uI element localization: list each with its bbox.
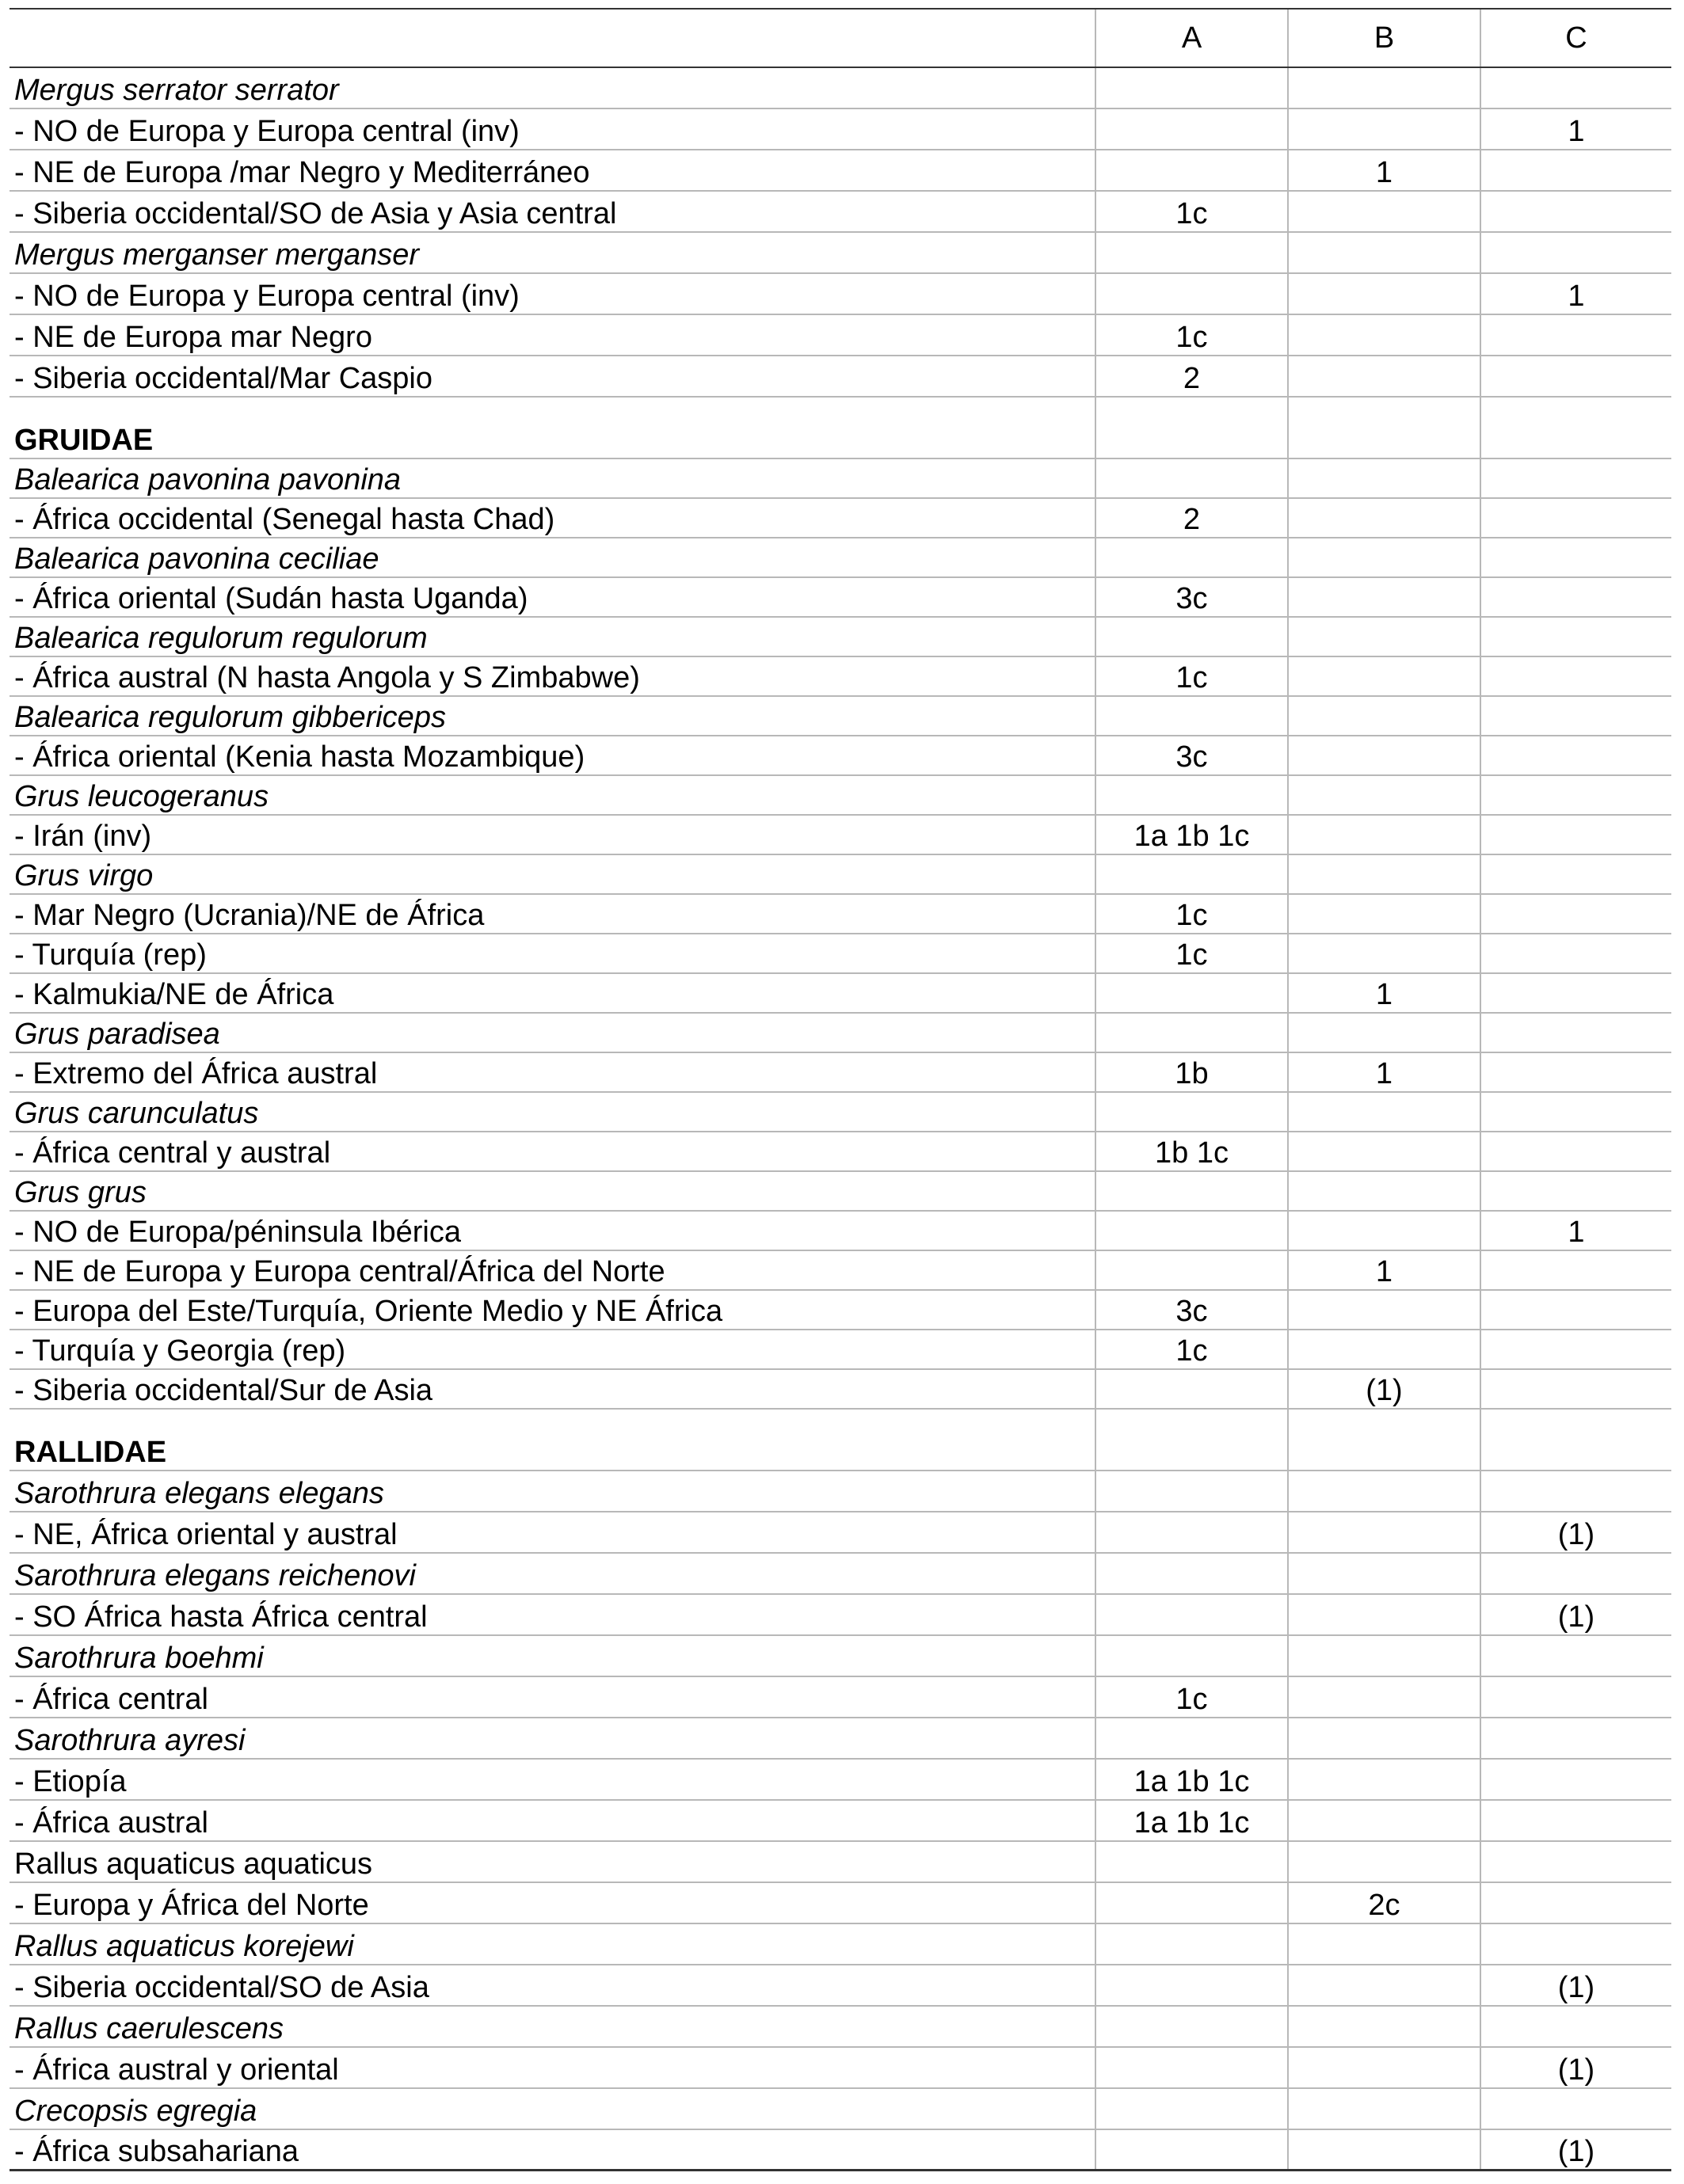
cell-c xyxy=(1480,233,1671,272)
cell-c xyxy=(1480,2007,1671,2046)
row-label: - África austral y oriental xyxy=(14,2053,339,2087)
row-label: - África central y austral xyxy=(14,1136,331,1170)
family-heading-row xyxy=(10,1410,1671,1471)
row-label: - NO de Europa y Europa central (inv) xyxy=(14,280,520,313)
cell-a xyxy=(1095,1014,1287,1052)
row-label: Rallus aquaticus korejewi xyxy=(14,1930,354,1963)
species-row xyxy=(10,1718,1671,1760)
cell-b xyxy=(1287,1965,1480,2005)
species-row xyxy=(10,855,1671,895)
cell-c xyxy=(1480,697,1671,735)
species-row xyxy=(10,1636,1671,1677)
cell-b xyxy=(1287,697,1480,735)
cell-a: 1c xyxy=(1095,1677,1287,1717)
cell-b xyxy=(1287,1677,1480,1717)
cell-a xyxy=(1095,697,1287,735)
cell-b: 2c xyxy=(1287,1883,1480,1923)
row-label: - Extremo del África austral xyxy=(14,1057,378,1090)
cell-c xyxy=(1480,1251,1671,1289)
row-label: - Siberia occidental/SO de Asia xyxy=(14,1971,429,2004)
cell-a xyxy=(1095,1636,1287,1676)
cell-a xyxy=(1095,1924,1287,1964)
species-row xyxy=(10,1172,1671,1212)
table-row xyxy=(10,274,1671,315)
cell-c xyxy=(1480,1801,1671,1840)
cell-b xyxy=(1287,578,1480,616)
cell-a: 1c xyxy=(1095,315,1287,355)
cell-a xyxy=(1095,1172,1287,1210)
table-row xyxy=(10,974,1671,1014)
cell-c: (1) xyxy=(1480,1965,1671,2005)
cell-c: 1 xyxy=(1480,109,1671,149)
cell-c xyxy=(1480,776,1671,814)
cell-a: 2 xyxy=(1095,356,1287,396)
cell-b xyxy=(1287,274,1480,314)
row-label: Balearica pavonina ceciliae xyxy=(14,542,379,576)
cell-c xyxy=(1480,736,1671,774)
cell-a xyxy=(1095,1512,1287,1552)
species-row xyxy=(10,2007,1671,2048)
cell-c xyxy=(1480,974,1671,1012)
cell-b xyxy=(1287,1132,1480,1170)
cell-a: 1b xyxy=(1095,1053,1287,1091)
cell-a xyxy=(1095,109,1287,149)
row-label: Rallus aquaticus aquaticus xyxy=(14,1847,373,1881)
cell-a xyxy=(1095,1883,1287,1923)
cell-b xyxy=(1287,233,1480,272)
table-body xyxy=(10,68,1671,2171)
row-label: Grus paradisea xyxy=(14,1018,220,1051)
table-row xyxy=(10,1212,1671,1251)
species-row xyxy=(10,618,1671,657)
cell-a xyxy=(1095,1212,1287,1250)
cell-b: (1) xyxy=(1287,1370,1480,1408)
cell-a xyxy=(1095,538,1287,576)
cell-a: 2 xyxy=(1095,499,1287,537)
cell-a: 1c xyxy=(1095,1330,1287,1368)
cell-c xyxy=(1480,1718,1671,1758)
cell-c xyxy=(1480,150,1671,190)
cell-b xyxy=(1287,2130,1480,2169)
family-heading-row xyxy=(10,398,1671,459)
row-label: Mergus merganser merganser xyxy=(14,238,420,272)
row-label: Sarothrura ayresi xyxy=(14,1724,246,1757)
table-row xyxy=(10,1132,1671,1172)
row-label: - Europa del Este/Turquía, Oriente Medio y NE África xyxy=(14,1295,723,1328)
row-label: Grus leucogeranus xyxy=(14,780,269,813)
cell-b xyxy=(1287,192,1480,231)
cell-c xyxy=(1480,1760,1671,1799)
cell-a xyxy=(1095,1554,1287,1593)
header-col-a: A xyxy=(1095,10,1287,67)
cell-c xyxy=(1480,1842,1671,1882)
cell-c xyxy=(1480,1093,1671,1131)
header-label-cell xyxy=(10,10,1095,67)
row-label: - África oriental (Kenia hasta Mozambique) xyxy=(14,740,585,774)
cell-c xyxy=(1480,895,1671,933)
table-row xyxy=(10,1291,1671,1330)
cell-a xyxy=(1095,2130,1287,2169)
cell-c xyxy=(1480,356,1671,396)
row-label: - Etiopía xyxy=(14,1765,127,1798)
cell-b xyxy=(1287,2089,1480,2129)
cell-a xyxy=(1095,1595,1287,1634)
cell-c xyxy=(1480,459,1671,497)
cell-b xyxy=(1287,934,1480,972)
table-row xyxy=(10,192,1671,233)
cell-b: 1 xyxy=(1287,1053,1480,1091)
cell-b xyxy=(1287,736,1480,774)
cell-c xyxy=(1480,398,1671,458)
cell-b xyxy=(1287,68,1480,108)
cell-b xyxy=(1287,1172,1480,1210)
table-row xyxy=(10,356,1671,398)
cell-b xyxy=(1287,895,1480,933)
row-label: - NE, África oriental y austral xyxy=(14,1518,398,1551)
cell-a xyxy=(1095,2007,1287,2046)
row-label: Grus carunculatus xyxy=(14,1097,259,1130)
row-label: Balearica regulorum gibbericeps xyxy=(14,701,446,734)
row-label: - África subsahariana xyxy=(14,2135,299,2168)
row-label: - Mar Negro (Ucrania)/NE de África xyxy=(14,899,485,932)
table-row xyxy=(10,1370,1671,1410)
table-row xyxy=(10,1595,1671,1636)
table-row xyxy=(10,315,1671,356)
cell-c xyxy=(1480,1330,1671,1368)
cell-b xyxy=(1287,2048,1480,2087)
row-label: Balearica regulorum regulorum xyxy=(14,622,428,655)
species-row xyxy=(10,1014,1671,1053)
cell-b xyxy=(1287,1093,1480,1131)
row-label: Sarothrura elegans elegans xyxy=(14,1477,384,1510)
cell-a xyxy=(1095,459,1287,497)
cell-b xyxy=(1287,657,1480,695)
cell-b xyxy=(1287,1842,1480,1882)
cell-c xyxy=(1480,1924,1671,1964)
table-row xyxy=(10,109,1671,150)
table-row xyxy=(10,1883,1671,1924)
cell-a xyxy=(1095,776,1287,814)
table-header xyxy=(10,8,1671,68)
cell-c xyxy=(1480,1677,1671,1717)
header-col-b: B xyxy=(1287,10,1480,67)
cell-c xyxy=(1480,1014,1671,1052)
row-label: Sarothrura boehmi xyxy=(14,1642,264,1675)
cell-b xyxy=(1287,1718,1480,1758)
cell-b xyxy=(1287,538,1480,576)
cell-a xyxy=(1095,1370,1287,1408)
species-row xyxy=(10,1842,1671,1883)
table-row xyxy=(10,1677,1671,1718)
row-label: - Turquía (rep) xyxy=(14,938,207,972)
table-row xyxy=(10,2048,1671,2089)
cell-c xyxy=(1480,1132,1671,1170)
table-row xyxy=(10,816,1671,855)
cell-c xyxy=(1480,1291,1671,1329)
cell-b xyxy=(1287,1410,1480,1470)
cell-c xyxy=(1480,1636,1671,1676)
cell-b xyxy=(1287,855,1480,893)
row-label: Mergus serrator serrator xyxy=(14,74,339,107)
row-label: - Siberia occidental/Sur de Asia xyxy=(14,1374,433,1407)
row-label: Grus virgo xyxy=(14,859,154,892)
cell-b xyxy=(1287,315,1480,355)
row-label: - África austral (N hasta Angola y S Zimbabwe) xyxy=(14,661,640,694)
row-label: Sarothrura elegans reichenovi xyxy=(14,1559,416,1592)
cell-a xyxy=(1095,1093,1287,1131)
row-label: - Siberia occidental/SO de Asia y Asia central xyxy=(14,197,617,230)
header-col-c: C xyxy=(1480,10,1671,67)
table-row xyxy=(10,2130,1671,2171)
row-label: Balearica pavonina pavonina xyxy=(14,463,402,497)
row-label: - NO de Europa/péninsula Ibérica xyxy=(14,1216,461,1249)
cell-a xyxy=(1095,68,1287,108)
table-row xyxy=(10,895,1671,934)
cell-a: 1c xyxy=(1095,657,1287,695)
cell-c: (1) xyxy=(1480,2048,1671,2087)
cell-c xyxy=(1480,855,1671,893)
cell-b xyxy=(1287,1554,1480,1593)
table-row xyxy=(10,1053,1671,1093)
row-label: - Turquía y Georgia (rep) xyxy=(14,1334,346,1368)
table-row xyxy=(10,1251,1671,1291)
row-label: - NE de Europa /mar Negro y Mediterráneo xyxy=(14,156,590,189)
table-row xyxy=(10,1965,1671,2007)
cell-c xyxy=(1480,578,1671,616)
row-label: - África oriental (Sudán hasta Uganda) xyxy=(14,582,528,615)
species-row xyxy=(10,776,1671,816)
species-row xyxy=(10,1924,1671,1965)
cell-b: 1 xyxy=(1287,1251,1480,1289)
row-label: - África central xyxy=(14,1683,208,1716)
cell-a: 1a 1b 1c xyxy=(1095,1760,1287,1799)
cell-c: 1 xyxy=(1480,1212,1671,1250)
table-row xyxy=(10,736,1671,776)
row-label: Rallus caerulescens xyxy=(14,2012,284,2045)
cell-c xyxy=(1480,816,1671,854)
row-label: GRUIDAE xyxy=(14,424,154,457)
cell-b xyxy=(1287,356,1480,396)
cell-a xyxy=(1095,2048,1287,2087)
cell-a xyxy=(1095,1718,1287,1758)
cell-a xyxy=(1095,233,1287,272)
cell-c xyxy=(1480,618,1671,656)
cell-a xyxy=(1095,398,1287,458)
cell-c xyxy=(1480,1172,1671,1210)
cell-a xyxy=(1095,2089,1287,2129)
row-label: - Europa y África del Norte xyxy=(14,1889,369,1922)
species-row xyxy=(10,1471,1671,1512)
cell-b xyxy=(1287,1330,1480,1368)
cell-a xyxy=(1095,274,1287,314)
cell-c xyxy=(1480,538,1671,576)
row-label: - NO de Europa y Europa central (inv) xyxy=(14,115,520,148)
cell-c xyxy=(1480,315,1671,355)
row-label: - Kalmukia/NE de África xyxy=(14,978,334,1011)
cell-a xyxy=(1095,974,1287,1012)
table-row xyxy=(10,150,1671,192)
cell-c xyxy=(1480,2089,1671,2129)
table-row xyxy=(10,499,1671,538)
species-table xyxy=(10,8,1671,2171)
cell-a xyxy=(1095,1471,1287,1511)
cell-b xyxy=(1287,618,1480,656)
row-label: - África austral xyxy=(14,1806,208,1840)
species-row xyxy=(10,2089,1671,2130)
row-label: RALLIDAE xyxy=(14,1436,167,1469)
row-label: - SO África hasta África central xyxy=(14,1600,428,1634)
cell-b xyxy=(1287,109,1480,149)
cell-c: 1 xyxy=(1480,274,1671,314)
cell-b xyxy=(1287,1760,1480,1799)
table-row xyxy=(10,578,1671,618)
row-label: - Irán (inv) xyxy=(14,820,152,853)
cell-c xyxy=(1480,1471,1671,1511)
cell-a: 1c xyxy=(1095,192,1287,231)
cell-c xyxy=(1480,1883,1671,1923)
cell-b: 1 xyxy=(1287,974,1480,1012)
cell-c xyxy=(1480,68,1671,108)
table-row xyxy=(10,1512,1671,1554)
cell-a xyxy=(1095,855,1287,893)
cell-a xyxy=(1095,150,1287,190)
cell-a xyxy=(1095,1842,1287,1882)
cell-c xyxy=(1480,499,1671,537)
cell-b: 1 xyxy=(1287,150,1480,190)
cell-a xyxy=(1095,618,1287,656)
cell-b xyxy=(1287,816,1480,854)
cell-a: 1c xyxy=(1095,895,1287,933)
species-row xyxy=(10,68,1671,109)
cell-c xyxy=(1480,1410,1671,1470)
table-row xyxy=(10,1760,1671,1801)
row-label: - Siberia occidental/Mar Caspio xyxy=(14,362,433,395)
cell-b xyxy=(1287,1924,1480,1964)
row-label: Grus grus xyxy=(14,1176,147,1209)
species-row xyxy=(10,459,1671,499)
species-row xyxy=(10,233,1671,274)
cell-c: (1) xyxy=(1480,1595,1671,1634)
cell-c: (1) xyxy=(1480,1512,1671,1552)
cell-c xyxy=(1480,934,1671,972)
cell-a: 1a 1b 1c xyxy=(1095,1801,1287,1840)
cell-c xyxy=(1480,657,1671,695)
table-row xyxy=(10,1330,1671,1370)
cell-b xyxy=(1287,2007,1480,2046)
species-row xyxy=(10,697,1671,736)
cell-b xyxy=(1287,1512,1480,1552)
cell-a: 3c xyxy=(1095,1291,1287,1329)
row-label: - NE de Europa mar Negro xyxy=(14,321,372,354)
cell-c xyxy=(1480,1554,1671,1593)
cell-c: (1) xyxy=(1480,2130,1671,2169)
cell-b xyxy=(1287,1212,1480,1250)
cell-b xyxy=(1287,1471,1480,1511)
cell-b xyxy=(1287,1801,1480,1840)
table-row xyxy=(10,657,1671,697)
cell-b xyxy=(1287,1291,1480,1329)
row-label: - África occidental (Senegal hasta Chad) xyxy=(14,503,555,536)
cell-a xyxy=(1095,1251,1287,1289)
cell-a: 1b 1c xyxy=(1095,1132,1287,1170)
table-row xyxy=(10,1801,1671,1842)
table-row xyxy=(10,934,1671,974)
row-label: Crecopsis egregia xyxy=(14,2095,257,2128)
cell-b xyxy=(1287,499,1480,537)
cell-b xyxy=(1287,1636,1480,1676)
cell-a xyxy=(1095,1965,1287,2005)
cell-b xyxy=(1287,1595,1480,1634)
species-row xyxy=(10,1554,1671,1595)
cell-b xyxy=(1287,398,1480,458)
cell-a xyxy=(1095,1410,1287,1470)
cell-a: 1a 1b 1c xyxy=(1095,816,1287,854)
cell-c xyxy=(1480,192,1671,231)
species-row xyxy=(10,1093,1671,1132)
cell-b xyxy=(1287,459,1480,497)
row-label: - NE de Europa y Europa central/África del Norte xyxy=(14,1255,665,1288)
cell-b xyxy=(1287,776,1480,814)
cell-c xyxy=(1480,1370,1671,1408)
cell-b xyxy=(1287,1014,1480,1052)
species-row xyxy=(10,538,1671,578)
cell-a: 1c xyxy=(1095,934,1287,972)
cell-a: 3c xyxy=(1095,736,1287,774)
cell-a: 3c xyxy=(1095,578,1287,616)
cell-c xyxy=(1480,1053,1671,1091)
